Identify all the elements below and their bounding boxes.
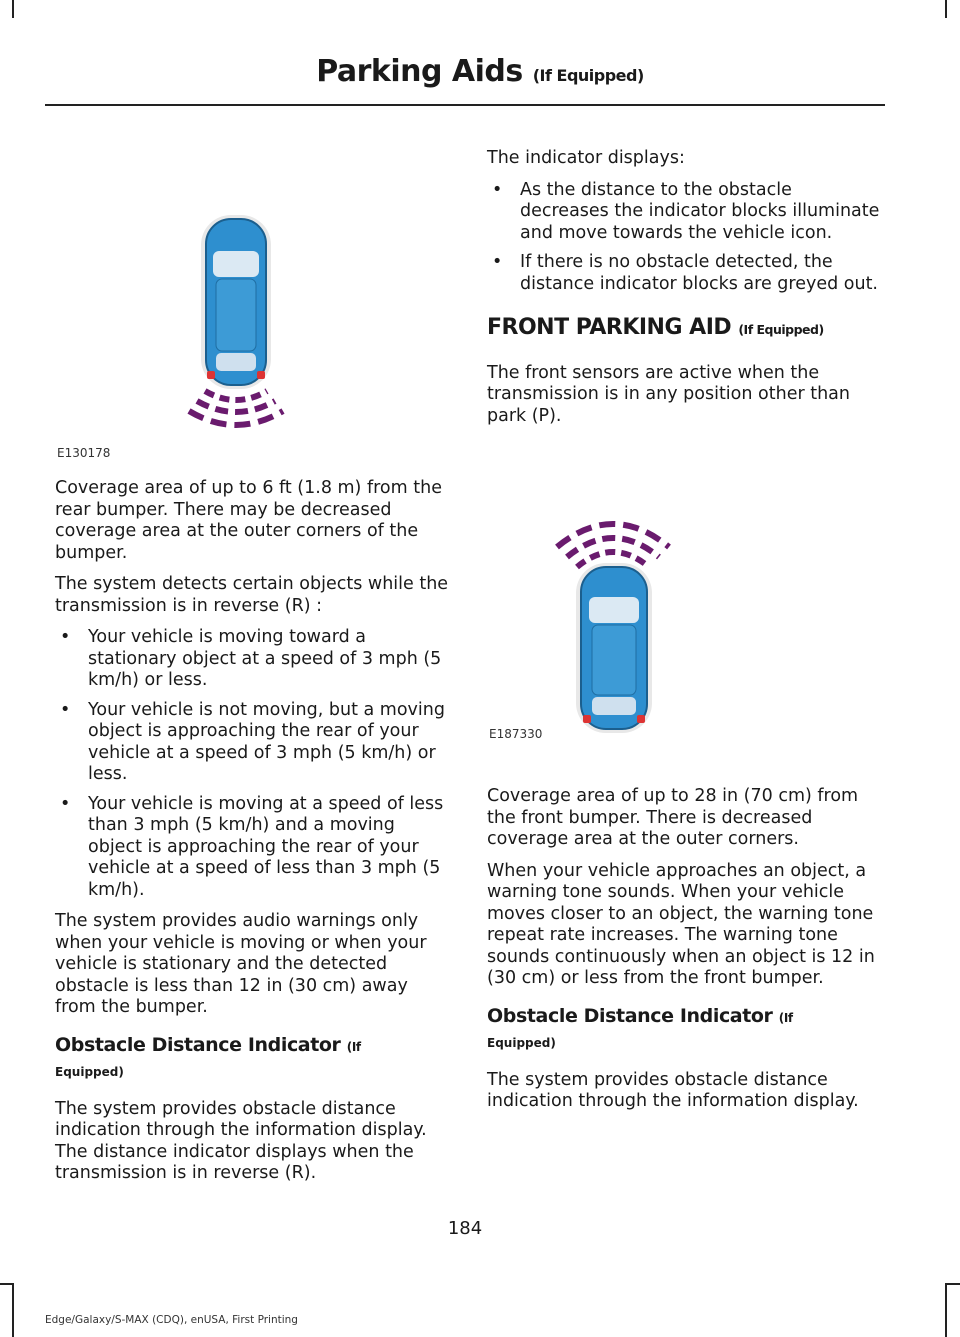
- list-item: • As the distance to the obstacle decreases the indicator blocks illuminate and move towards the vehicle icon.: [487, 180, 882, 245]
- rear-image-code: E130178: [57, 446, 111, 460]
- car-windshield: [213, 251, 259, 277]
- left-subheading: [55, 1033, 450, 1059]
- car-windshield: [589, 597, 639, 623]
- rear-parking-illustration: [185, 213, 305, 443]
- car-tail-light-left: [207, 371, 215, 379]
- right-subheading: [487, 1004, 882, 1030]
- right-paragraph-coverage: Coverage area of up to 28 in (70 cm) from the front bumper. There is decreased coverage area at the outer corners.: [487, 786, 859, 849]
- left-bullet-list: [55, 627, 450, 901]
- right-subheading-suffix: (If: [778, 1010, 793, 1025]
- rear-sensor-arcs: [189, 391, 283, 425]
- list-item: • Your vehicle is not moving, but a moving object is approaching the rear of your vehicle at a speed of 3 mph (5 km/h) or less.: [55, 700, 450, 786]
- left-subheading-suffix-cont: Equipped): [55, 1064, 124, 1079]
- crop-mark-bottom-right-h: [945, 1283, 960, 1285]
- car-roof: [592, 625, 636, 695]
- front-parking-illustration: [553, 505, 673, 735]
- crop-mark-bottom-left-h: [0, 1283, 14, 1285]
- left-column: [55, 478, 450, 1195]
- page-title-text: Parking Aids: [316, 54, 523, 89]
- list-item: • Your vehicle is moving toward a stationary object at a speed of 3 mph (5 km/h) or less.: [55, 627, 450, 692]
- car-rear-window: [592, 697, 636, 715]
- right-subheading-text: Obstacle Distance Indicator: [487, 1004, 773, 1027]
- left-paragraph-audio: The system provides audio warnings only when your vehicle is moving or when your vehicle is stationary and the detected obstacle is less than 12 in (30 cm) away from the bumper.: [55, 911, 427, 1017]
- section-heading-text: FRONT PARKING AID: [487, 315, 732, 340]
- right-column-lower: [487, 786, 882, 1123]
- page-number: 184: [447, 1218, 483, 1239]
- right-paragraph-indication: The system provides obstacle distance indication through the information display.: [487, 1069, 859, 1111]
- section-heading-front-parking-aid: [487, 317, 882, 341]
- list-item: • Your vehicle is moving at a speed of less than 3 mph (5 km/h) and a moving object is approaching the rear of your vehicle at a speed of less than 3 mph (5 km/h).: [55, 794, 450, 902]
- page-title: [0, 54, 960, 89]
- crop-mark-top-left-v: [12, 0, 14, 18]
- left-subheading-suffix: (If: [346, 1039, 361, 1054]
- front-image-code: E187330: [489, 727, 543, 741]
- crop-mark-bottom-left-v: [12, 1283, 14, 1337]
- page-title-suffix: (If Equipped): [532, 66, 644, 85]
- car-roof: [216, 279, 256, 351]
- header-divider: [45, 104, 885, 106]
- left-subheading-text: Obstacle Distance Indicator: [55, 1033, 341, 1056]
- rear-sensor-arc-1: [205, 391, 267, 400]
- left-paragraph-detects: The system detects certain objects while the transmission is in reverse (R) :: [55, 574, 449, 616]
- left-paragraph-indicator: The system provides obstacle distance indication through the information display. The distance indicator displays when the transmission is in reverse (R).: [55, 1098, 427, 1183]
- section-heading-suffix: (If Equipped): [738, 322, 824, 337]
- front-sensor-arcs: [557, 524, 669, 567]
- car-tail-light-right: [637, 715, 645, 723]
- right-paragraph-front-sensors: The front sensors are active when the transmission is in any position other than park (P).: [487, 362, 850, 426]
- right-paragraph-indicator-displays: The indicator displays:: [487, 148, 685, 168]
- footer-text: Edge/Galaxy/S-MAX (CDQ), enUSA, First Printing: [45, 1314, 298, 1326]
- right-column-upper: [487, 148, 882, 437]
- right-bullet-list: [487, 180, 882, 296]
- car-tail-light-left: [583, 715, 591, 723]
- left-paragraph-coverage: Coverage area of up to 6 ft (1.8 m) from the rear bumper. There may be decreased coverage area at the outer corners of the bumper.: [55, 478, 442, 563]
- car-tail-light-right: [257, 371, 265, 379]
- crop-mark-bottom-right-v: [945, 1283, 947, 1337]
- list-item: • If there is no obstacle detected, the distance indicator blocks are greyed out.: [487, 252, 882, 295]
- crop-mark-top-right-v: [945, 0, 947, 18]
- right-paragraph-warning-tone: When your vehicle approaches an object, a warning tone sounds. When your vehicle moves closer to an object, the warning tone repeat rate increases. The warning tone sounds continuously when an object is 12 in (30 cm) or less from the front bumper.: [487, 860, 875, 988]
- right-subheading-suffix-cont: Equipped): [487, 1035, 556, 1050]
- car-rear-window: [216, 353, 256, 371]
